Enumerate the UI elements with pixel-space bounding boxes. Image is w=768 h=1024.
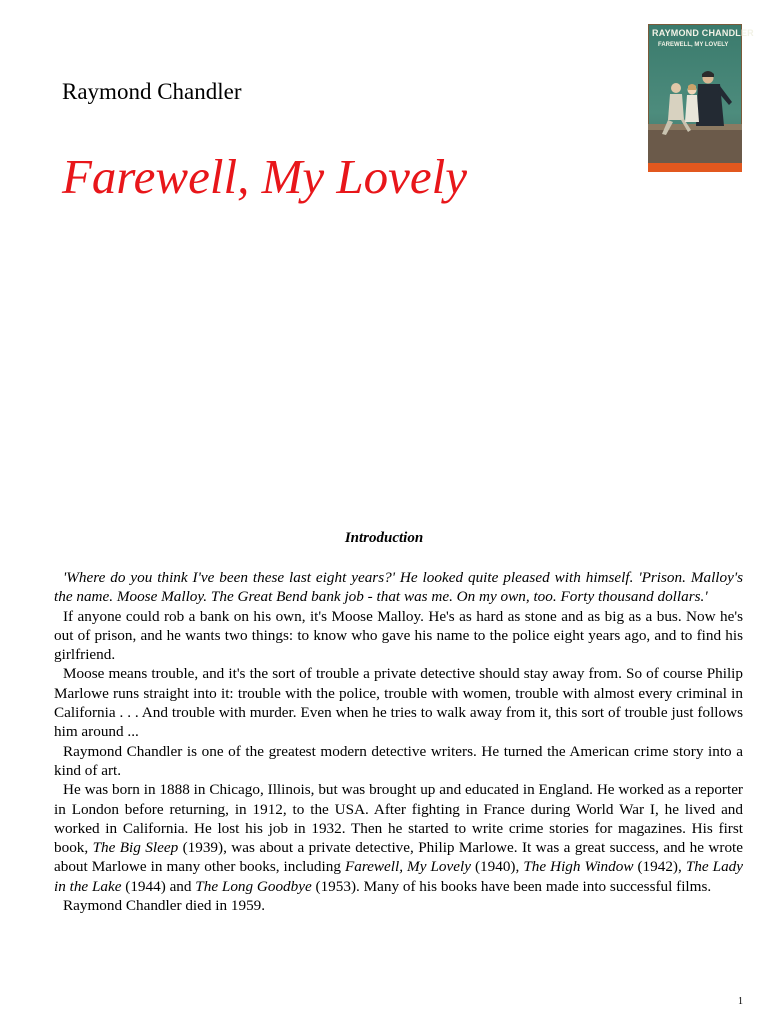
paragraph: If anyone could rob a bank on his own, it's Moose Malloy. He's as hard as stone and as big as a bus. Now he's out of prison, and he wants two things: to know who gave his name to the police eight years ago, and to find his girlfriend. <box>54 607 743 664</box>
text-run: (1942), <box>633 858 686 876</box>
paragraph: Raymond Chandler is one of the greatest modern detective writers. He turned the American crime story into a kind of art. <box>54 742 743 779</box>
author-name: Raymond Chandler <box>62 79 242 104</box>
paragraph <box>54 780 743 896</box>
paragraph-quote: 'Where do you think I've been these last eight years?' He looked quite pleased with himself. 'Prison. Malloy's the name. Moose Malloy. The Great Bend bank job - that was me. On my own, too. Forty thousand dollars.' <box>54 569 743 606</box>
introduction-body <box>54 568 743 915</box>
book-title-reference: The Long Goodbye <box>195 877 312 895</box>
book-title-reference: Farewell, My Lovely <box>344 858 471 876</box>
book-title: Farewell, My Lovely <box>62 149 468 204</box>
book-title-reference: The Big Sleep <box>92 839 179 857</box>
text-run: (1953). Many of his books have been made into successful films. <box>311 877 712 895</box>
cover-title: FAREWELL, MY LOVELY <box>658 42 729 48</box>
text-run: (1940), <box>470 858 524 876</box>
introduction-heading: Introduction <box>344 530 424 546</box>
cover-author: RAYMOND CHANDLER <box>652 28 754 38</box>
cover-publisher-band <box>648 163 742 172</box>
book-title-reference: The High Window <box>523 858 634 876</box>
text-run: (1939), was about a private detective, Philip Marlowe. It was a great success, and he wrote about Marlowe in many other books, including <box>54 839 744 876</box>
paragraph: Raymond Chandler died in 1959. <box>63 897 266 915</box>
book-cover-image <box>648 24 754 172</box>
page-number: 1 <box>738 996 743 1007</box>
text-run: He was born in 1888 in Chicago, Illinois, but was brought up and educated in England. He worked as a reporter in London before returning, in 1912, to the USA. After fighting in France during World War I, he lived and worked in California. He lost his job in 1932. Then he started to write crime stories for magazines. His first book, <box>54 781 743 857</box>
book-title-reference: The Lady in the Lake <box>54 858 743 895</box>
paragraph: Moose means trouble, and it's the sort of trouble a private detective should stay away from. So of course Philip Marlowe runs straight into it: trouble with the police, trouble with women, trouble with almost every criminal in California . . . And trouble with murder. Even when he tries to walk away from it, this sort of trouble just follows him around ... <box>54 665 743 741</box>
text-run: (1944) and <box>121 877 196 895</box>
